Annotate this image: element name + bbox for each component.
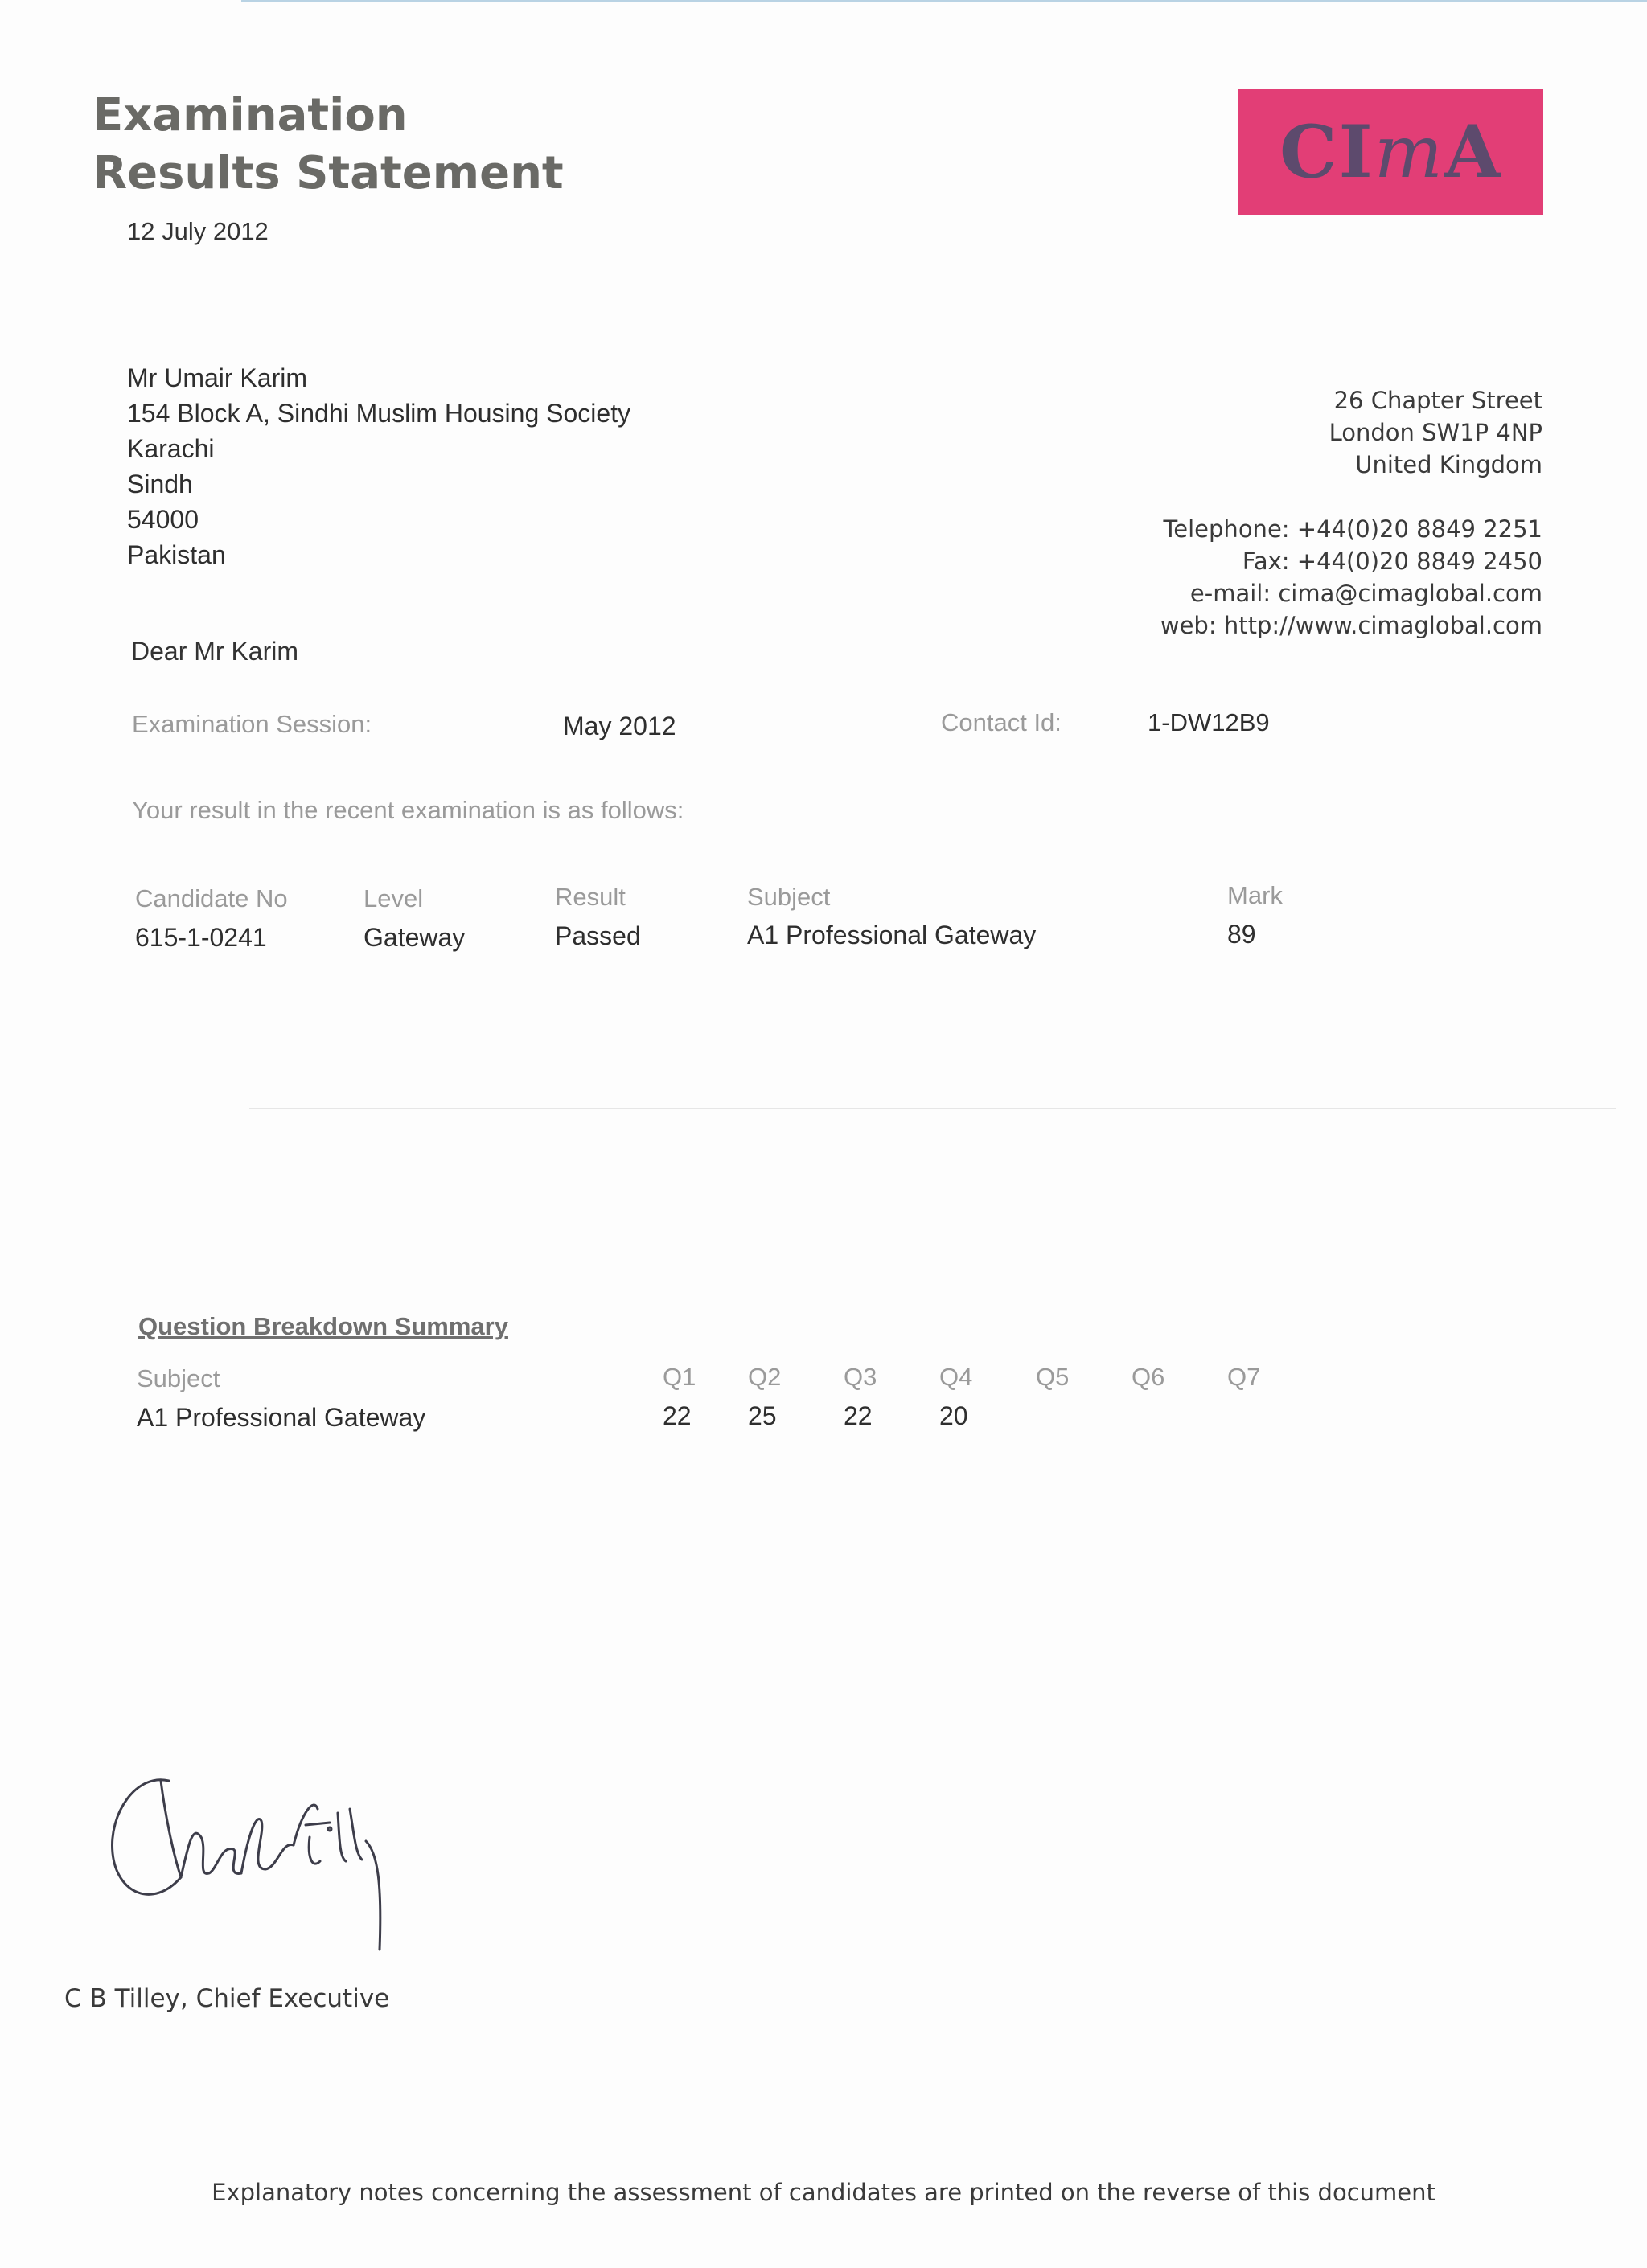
breakdown-header-q5: Q5 [1036, 1363, 1070, 1391]
contact-id-label: Contact Id: [941, 708, 1062, 736]
breakdown-header-q3: Q3 [844, 1363, 877, 1391]
breakdown-q1: 22 [663, 1401, 692, 1430]
result-header-subject: Subject [747, 883, 831, 911]
footer-note: Explanatory notes concerning the assessment of candidates are printed on the reverse of this document [212, 2179, 1435, 2206]
contact-id-value: 1-DW12B9 [1148, 708, 1270, 736]
breakdown-header-subject: Subject [137, 1364, 220, 1392]
breakdown-header-q4: Q4 [939, 1363, 973, 1391]
breakdown-q3: 22 [844, 1401, 873, 1430]
session-label: Examination Session: [132, 710, 372, 738]
signature-image [105, 1765, 410, 1962]
cima-logo [1238, 89, 1543, 215]
recipient-city: Karachi [127, 434, 215, 463]
title-line-1: Examination [92, 89, 408, 141]
page-title [92, 87, 655, 203]
result-candidate-no: 615-1-0241 [135, 923, 267, 952]
breakdown-q4: 20 [939, 1401, 968, 1430]
statement-date: 12 July 2012 [127, 217, 269, 245]
org-web: web: http://www.cimaglobal.com [1160, 612, 1542, 639]
signer-name: C B Tilley, Chief Executive [64, 1984, 390, 2013]
breakdown-title: Question Breakdown Summary [138, 1312, 508, 1340]
result-subject: A1 Professional Gateway [747, 921, 1037, 949]
fold-line [249, 1108, 1616, 1109]
recipient-line1: 154 Block A, Sindhi Muslim Housing Society [127, 399, 631, 428]
result-header-result: Result [555, 883, 626, 911]
result-header-mark: Mark [1227, 881, 1283, 909]
organisation-address [1160, 384, 1542, 642]
org-street: 26 Chapter Street [1333, 387, 1542, 414]
result-mark: 89 [1227, 920, 1256, 949]
result-header-candidate: Candidate No [135, 884, 288, 913]
org-telephone: Telephone: +44(0)20 8849 2251 [1163, 515, 1542, 543]
recipient-name: Mr Umair Karim [127, 363, 307, 392]
org-email: e-mail: cima@cimaglobal.com [1189, 580, 1542, 607]
breakdown-header-q2: Q2 [748, 1363, 782, 1391]
title-line-2: Results Statement [92, 147, 564, 199]
recipient-address [127, 360, 630, 572]
result-status: Passed [555, 921, 641, 950]
breakdown-header-q1: Q1 [663, 1363, 696, 1391]
salutation: Dear Mr Karim [131, 637, 299, 666]
org-country: United Kingdom [1355, 451, 1542, 478]
recipient-province: Sindh [127, 470, 193, 498]
breakdown-subject: A1 Professional Gateway [137, 1403, 426, 1432]
org-city: London SW1P 4NP [1329, 419, 1542, 446]
breakdown-q2: 25 [748, 1401, 777, 1430]
session-value: May 2012 [563, 712, 676, 740]
recipient-postcode: 54000 [127, 505, 199, 534]
result-header-level: Level [363, 884, 424, 913]
top-edge-line [241, 0, 1647, 2]
intro-text: Your result in the recent examination is as follows: [132, 796, 684, 824]
breakdown-header-q7: Q7 [1227, 1363, 1261, 1391]
result-level: Gateway [363, 923, 466, 952]
org-fax: Fax: +44(0)20 8849 2450 [1242, 548, 1542, 575]
logo-text: CImA [1279, 109, 1502, 195]
breakdown-header-q6: Q6 [1132, 1363, 1165, 1391]
recipient-country: Pakistan [127, 540, 226, 569]
